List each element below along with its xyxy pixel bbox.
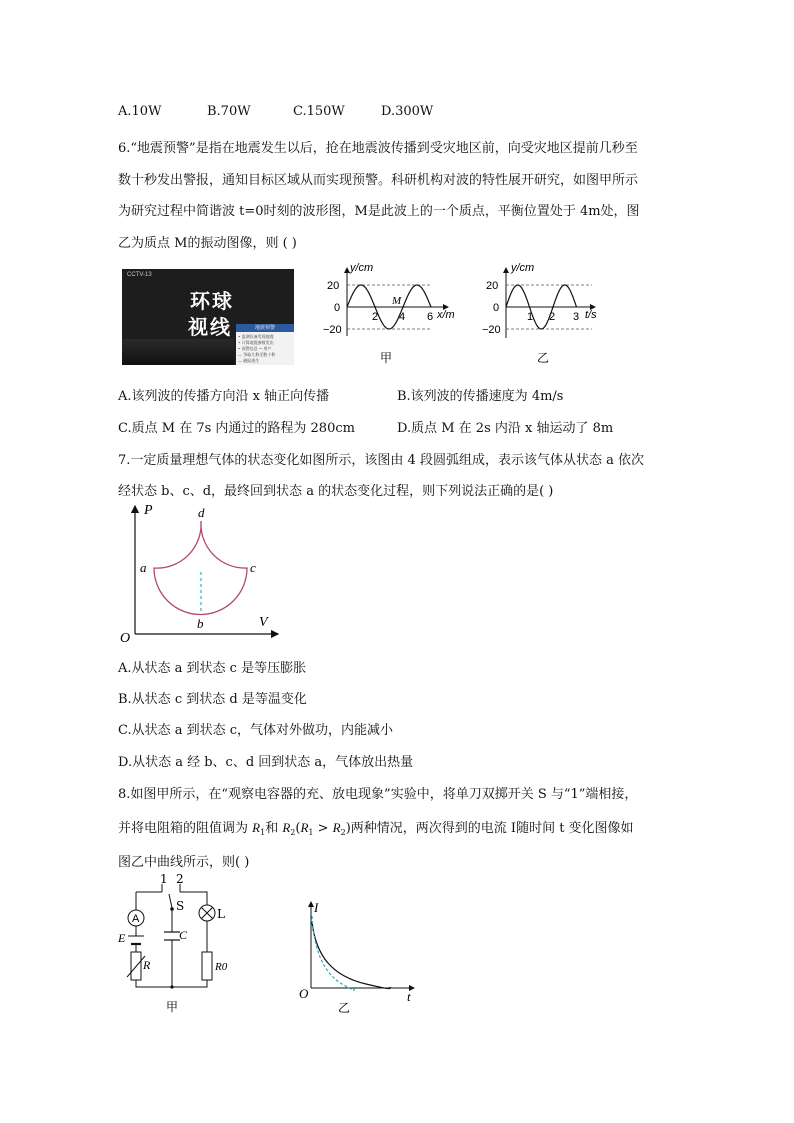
q7-option-a: A.从状态 a 到状态 c 是等压膨胀 bbox=[118, 661, 307, 676]
capacitor-label: C bbox=[179, 928, 188, 942]
jia-y-tick-neg20: −20 bbox=[323, 324, 342, 336]
yi-x-tick-3: 3 bbox=[573, 311, 580, 323]
q8-line-2-pre: 并将电阻箱的阻值调为 bbox=[118, 821, 253, 836]
q6-line-3: 为研究过程中简谐波 t=0时刻的波形图，M是此波上的一个质点，平衡位置处于 4m处，图 bbox=[118, 204, 640, 219]
q7-option-b: B.从状态 c 到状态 d 是等温变化 bbox=[118, 692, 307, 707]
q5-option-c: C.150W bbox=[293, 104, 345, 119]
pv-origin: O bbox=[120, 631, 131, 645]
q6-line-1: 6.“地震预警”是指在地震发生以后，抢在地震波传播到受灾地区前，向受灾地区提前几秒至 bbox=[118, 141, 638, 156]
current-time-graph bbox=[296, 896, 426, 1021]
q8-line-2 bbox=[118, 817, 634, 837]
wave-graph-jia bbox=[320, 258, 470, 370]
q8-resistance-expression: $R_1$和 $R_2(R_1 > R_2)$ bbox=[252, 820, 351, 837]
yi-y-tick-20: 20 bbox=[486, 280, 499, 292]
jia-y-tick-0: 0 bbox=[334, 302, 341, 314]
q6-line-4: 乙为质点 M的振动图像，则 ( ) bbox=[118, 236, 297, 251]
pv-label-c: c bbox=[250, 560, 256, 575]
switch-term-2-label: 2 bbox=[176, 874, 184, 886]
tv-noise-band bbox=[122, 339, 234, 365]
pv-label-a: a bbox=[140, 560, 147, 575]
jia-point-m: M bbox=[392, 295, 402, 307]
jia-x-label: x/m bbox=[437, 309, 455, 321]
switch-pivot bbox=[170, 907, 174, 911]
pv-cycle-curve bbox=[154, 521, 247, 615]
vibration-graph-yi bbox=[477, 258, 607, 370]
yi-x-tick-1: 1 bbox=[527, 311, 534, 323]
pv-p-label: P bbox=[144, 503, 153, 518]
pv-label-b: b bbox=[197, 616, 204, 631]
pv-v-label: V bbox=[259, 615, 268, 630]
q7-option-d: D.从状态 a 经 b、c、d 回到状态 a，气体放出热量 bbox=[118, 755, 414, 770]
circuit-caption: 甲 bbox=[166, 1000, 179, 1014]
it-caption: 乙 bbox=[338, 1001, 351, 1015]
tv-panel-line: • 监测设备发现地震 bbox=[238, 334, 274, 339]
yi-y-tick-neg20: −20 bbox=[482, 324, 501, 336]
q8-line-2-mid: 两种情况，两次得到的电流 I随时间 t 变化图像如 bbox=[350, 821, 634, 836]
q6-option-a: A.该列波的传播方向沿 x 轴正向传播 bbox=[118, 389, 330, 404]
tv-title-line-2: 视线 bbox=[188, 315, 232, 339]
yi-y-label: y/cm bbox=[511, 262, 535, 274]
tv-panel-title: 地震预警 bbox=[236, 324, 294, 332]
capacitor-circuit-diagram bbox=[114, 874, 244, 1019]
q6-option-d: D.质点 M 在 2s 内沿 x 轴运动了 8m bbox=[397, 421, 614, 436]
q6-option-b: B.该列波的传播速度为 4m/s bbox=[397, 389, 564, 404]
junction-dot bbox=[170, 985, 173, 988]
jia-x-tick-6: 6 bbox=[427, 311, 434, 323]
switch-label: S bbox=[176, 899, 185, 913]
resistor-label: R bbox=[143, 958, 151, 972]
q7-line-2: 经状态 b、c、d，最终回到状态 a 的状态变化过程，则下列说法正确的是( ) bbox=[118, 484, 554, 499]
jia-x-tick-4: 4 bbox=[399, 311, 406, 323]
q6-line-2: 数十秒发出警报，通知目标区域从而实现预警。科研机构对波的特性展开研究，如图甲所示 bbox=[118, 173, 639, 188]
yi-y-tick-0: 0 bbox=[493, 302, 500, 314]
tv-panel-line: • 预警信息 → 用户 bbox=[238, 346, 272, 351]
pv-diagram bbox=[114, 500, 284, 645]
r0-label: R0 bbox=[215, 961, 228, 973]
tv-panel-line: — 避险逃生 bbox=[238, 358, 260, 363]
tv-channel-logo: CCTV-13 bbox=[127, 272, 152, 278]
jia-x-tick-2: 2 bbox=[372, 311, 379, 323]
q5-option-d: D.300W bbox=[381, 104, 434, 119]
q6-option-c: C.质点 M 在 7s 内通过的路程为 280cm bbox=[118, 421, 355, 436]
it-i-label: I bbox=[314, 900, 319, 915]
jia-y-label: y/cm bbox=[350, 262, 374, 274]
q7-line-1: 7.一定质量理想气体的状态变化如图所示，该图由 4 段圆弧组成，表示该气体从状态 a 依次 bbox=[118, 453, 644, 468]
yi-caption: 乙 bbox=[537, 351, 550, 365]
switch-blade bbox=[169, 894, 172, 908]
tv-screenshot-photo bbox=[122, 269, 294, 365]
it-t-label: t bbox=[407, 989, 411, 1004]
jia-caption: 甲 bbox=[380, 351, 393, 365]
pv-label-d: d bbox=[198, 505, 205, 520]
tv-info-panel bbox=[236, 324, 294, 365]
q5-option-a: A.10W bbox=[118, 104, 162, 119]
q7-option-c: C.从状态 a 到状态 c，气体对外做功，内能减小 bbox=[118, 723, 394, 738]
q8-line-1: 8.如图甲所示，在“观察电容器的充、放电现象”实验中，将单刀双掷开关 S 与“1”端相接， bbox=[118, 787, 638, 802]
tv-panel-line: • 计算地震参数发出 bbox=[238, 340, 274, 345]
tv-title-line-1: 环球 bbox=[190, 289, 234, 313]
ammeter-label: A bbox=[132, 913, 140, 925]
it-origin: O bbox=[299, 986, 309, 1001]
q5-option-b: B.70W bbox=[207, 104, 251, 119]
resistor-box-r0 bbox=[202, 952, 212, 980]
yi-x-tick-2: 2 bbox=[549, 311, 556, 323]
switch-term-1-label: 1 bbox=[160, 874, 168, 886]
tv-panel-line: — 争取几秒至数十秒 bbox=[238, 352, 276, 357]
jia-y-tick-20: 20 bbox=[327, 280, 340, 292]
battery-label: E bbox=[118, 931, 126, 945]
lamp-label: L bbox=[217, 907, 225, 921]
it-curve-r1 bbox=[312, 922, 391, 989]
yi-x-label: t/s bbox=[585, 309, 597, 321]
q8-line-3: 图乙中曲线所示，则( ) bbox=[118, 855, 250, 870]
